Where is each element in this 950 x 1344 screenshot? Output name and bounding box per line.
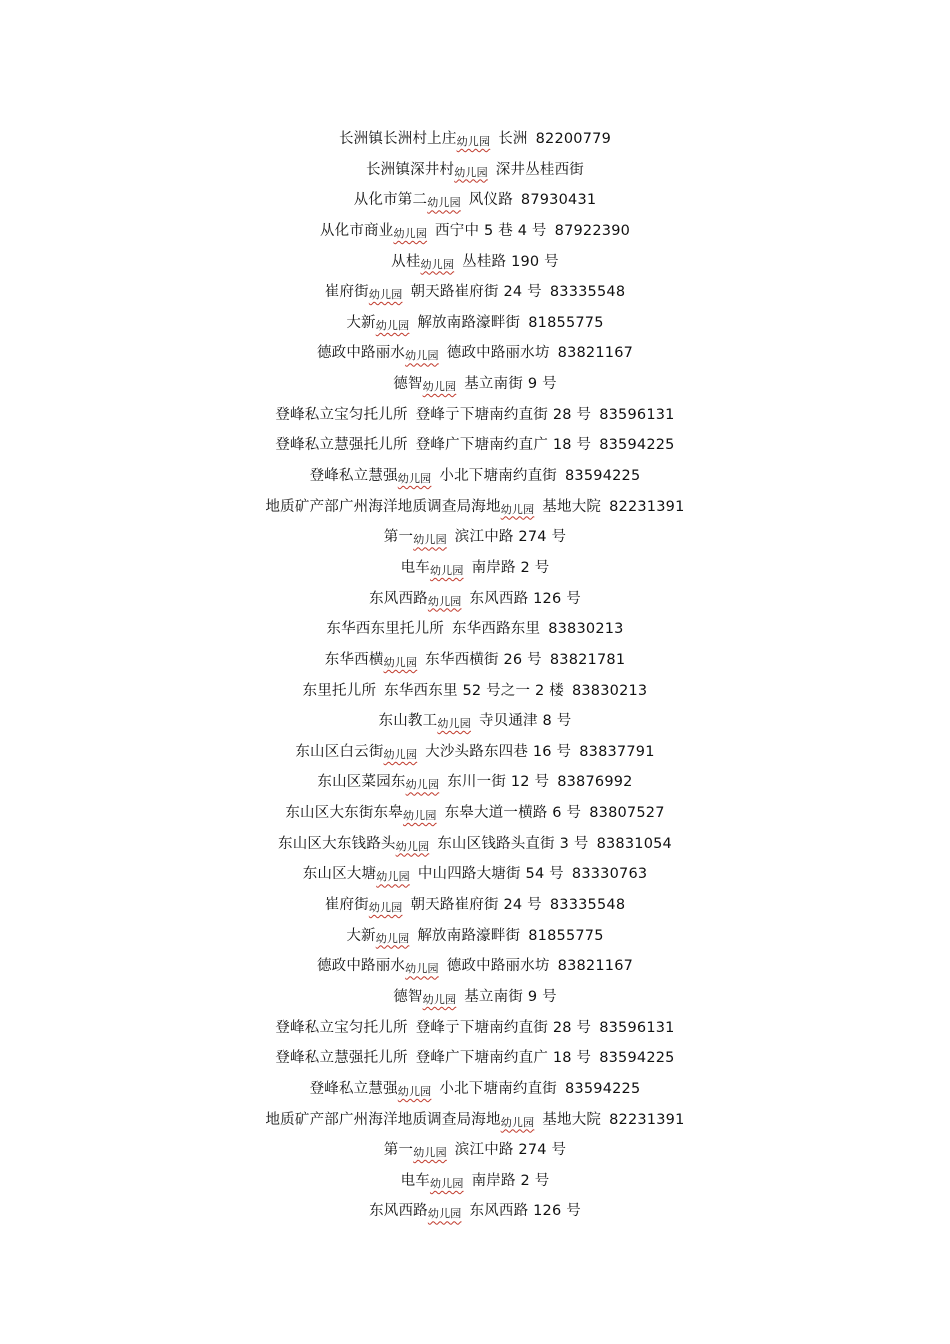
list-item: [0, 1013, 950, 1044]
list-item: [0, 400, 950, 431]
entry-name-spellcheck-word: 幼儿园: [422, 380, 457, 394]
entry-address: 小北下塘南约直街: [439, 1080, 557, 1097]
entry-name: 登峰私立慧强: [309, 1080, 398, 1097]
list-item: [0, 1105, 950, 1136]
entry-address: 朝天路崔府街 24 号: [410, 284, 542, 301]
list-item: [0, 1074, 950, 1105]
entry-name-spellcheck-word: 幼儿园: [368, 288, 403, 302]
entry-name: 德政中路丽水: [316, 958, 406, 975]
entry-address: 登峰亍下塘南约直街 28 号: [415, 406, 592, 423]
list-item: [0, 430, 950, 461]
entry-address: 东皋大道一横路 6 号: [444, 805, 582, 822]
entry-phone: 87922390: [554, 222, 631, 239]
entry-name-spellcheck-word: 幼儿园: [383, 655, 418, 669]
list-item: [0, 676, 950, 707]
entry-name: 东华西横: [324, 651, 384, 668]
list-item: [0, 859, 950, 890]
entry-address: 解放南路濠畔街: [417, 314, 521, 331]
entry-name-spellcheck-word: 幼儿园: [383, 747, 418, 761]
entry-address: 解放南路濠畔街: [417, 927, 521, 944]
list-item: [0, 1043, 950, 1074]
entry-address: 南岸路 2 号: [471, 559, 550, 576]
list-item: [0, 584, 950, 615]
entry-address: 东风西路 126 号: [469, 590, 581, 607]
entry-phone: 83335548: [549, 897, 626, 914]
entry-address: 寺贝通津 8 号: [478, 713, 572, 730]
entry-name-spellcheck-word: 幼儿园: [376, 870, 410, 884]
list-item: [0, 1135, 950, 1166]
entry-address: 长洲: [498, 131, 528, 147]
kindergarten-list: [0, 124, 950, 1227]
entry-address: 丛桂路 190 号: [462, 253, 559, 270]
entry-phone: 83335548: [549, 284, 626, 301]
list-item: [0, 247, 950, 278]
entry-phone: 81855775: [528, 314, 604, 331]
entry-name: 东风西路: [369, 590, 428, 607]
entry-name: 第一: [383, 1142, 414, 1159]
entry-name-spellcheck-word: 幼儿园: [397, 1084, 432, 1098]
list-item: [0, 553, 950, 584]
entry-phone: 83807527: [589, 805, 665, 822]
entry-phone: 83594225: [565, 1080, 641, 1097]
entry-name-spellcheck-word: 幼儿园: [405, 349, 439, 363]
entry-address: 小北下塘南约直街: [439, 468, 557, 485]
entry-phone: 83330763: [571, 866, 648, 883]
entry-name-spellcheck-word: 幼儿园: [429, 563, 464, 577]
list-item: [0, 185, 950, 216]
entry-name-spellcheck-word: 幼儿园: [393, 226, 428, 240]
list-item: [0, 614, 950, 645]
list-item: [0, 737, 950, 768]
list-item: [0, 369, 950, 400]
entry-name: 东里托儿所: [302, 682, 377, 699]
entry-address: 东华西东里 52 号之一 2 楼: [384, 682, 564, 699]
entry-address: 基地大院: [542, 1111, 602, 1128]
entry-address: 深井丛桂西街: [495, 161, 584, 178]
entry-name-spellcheck-word: 幼儿园: [429, 1176, 464, 1190]
entry-phone: 83830213: [548, 621, 624, 638]
entry-name-spellcheck-word: 幼儿园: [402, 809, 437, 823]
entry-address: 中山四路大塘街 54 号: [417, 866, 564, 883]
entry-address: 东风西路 126 号: [469, 1203, 581, 1220]
entry-address: 基立南街 9 号: [464, 988, 557, 1005]
list-item: [0, 921, 950, 952]
list-item: [0, 338, 950, 369]
entry-name: 长洲镇长洲村上庄: [338, 131, 457, 147]
entry-name: 德政中路丽水: [316, 345, 406, 362]
entry-phone: 82231391: [609, 1111, 685, 1128]
entry-phone: 83821167: [557, 345, 634, 362]
entry-phone: 83596131: [599, 1019, 675, 1036]
entry-name-spellcheck-word: 幼儿园: [413, 1146, 447, 1160]
entry-name-spellcheck-word: 幼儿园: [395, 839, 430, 853]
entry-address: 东华西横街 26 号: [425, 651, 542, 668]
entry-name: 登峰私立慧强托儿所: [275, 1050, 408, 1067]
entry-address: 滨江中路 274 号: [454, 1142, 567, 1159]
entry-phone: 83821167: [557, 958, 634, 975]
list-item: [0, 645, 950, 676]
list-item: [0, 982, 950, 1013]
entry-name: 东风西路: [369, 1203, 428, 1220]
entry-name: 东山区大塘: [302, 866, 377, 883]
entry-name: 电车: [400, 1172, 430, 1189]
list-item: [0, 829, 950, 860]
entry-name-spellcheck-word: 幼儿园: [427, 594, 462, 608]
entry-name: 崔府街: [324, 897, 369, 914]
entry-name-spellcheck-word: 幼儿园: [420, 257, 455, 271]
entry-phone: 83876992: [557, 774, 633, 791]
entry-name: 从桂: [391, 253, 421, 270]
entry-name-spellcheck-word: 幼儿园: [405, 962, 439, 976]
entry-address: 登峰亍下塘南约直街 28 号: [415, 1019, 592, 1036]
entry-name-spellcheck-word: 幼儿园: [375, 318, 410, 332]
entry-name: 电车: [400, 559, 430, 576]
entry-name: 从化市第二: [353, 192, 428, 209]
entry-phone: 83830213: [571, 682, 648, 699]
entry-name: 东山区菜园东: [317, 774, 406, 791]
entry-name: 登峰私立慧强: [309, 468, 398, 485]
list-item: [0, 277, 950, 308]
list-item: [0, 522, 950, 553]
entry-name-spellcheck-word: 幼儿园: [500, 1115, 535, 1129]
entry-phone: 83821781: [549, 651, 626, 668]
list-item: [0, 798, 950, 829]
list-item: [0, 124, 950, 155]
entry-name-spellcheck-word: 幼儿园: [422, 992, 457, 1006]
entry-name: 东山教工: [378, 713, 438, 730]
list-item: [0, 492, 950, 523]
entry-phone: 81855775: [528, 927, 604, 944]
list-item: [0, 216, 950, 247]
entry-name: 登峰私立宝匀托儿所: [275, 1019, 408, 1036]
entry-address: 德政中路丽水坊: [446, 958, 550, 975]
entry-name: 长洲镇深井村: [365, 161, 455, 178]
entry-address: 东华西路东里: [452, 621, 541, 638]
list-item: [0, 461, 950, 492]
entry-name: 德智: [393, 376, 423, 393]
entry-address: 朝天路崔府街 24 号: [410, 897, 542, 914]
entry-address: 大沙头路东四巷 16 号: [425, 743, 572, 760]
entry-name: 地质矿产部广州海洋地质调查局海地: [265, 498, 501, 515]
entry-phone: 83831054: [596, 835, 672, 852]
entry-name-spellcheck-word: 幼儿园: [437, 717, 471, 731]
entry-name-spellcheck-word: 幼儿园: [375, 931, 410, 945]
entry-name-spellcheck-word: 幼儿园: [427, 196, 461, 210]
entry-name: 大新: [346, 314, 376, 331]
list-item: [0, 155, 950, 186]
entry-name: 崔府街: [324, 284, 369, 301]
entry-name: 东华西东里托儿所: [326, 621, 444, 638]
entry-name: 东山区大东钱路头: [278, 835, 396, 852]
entry-name: 大新: [346, 927, 376, 944]
entry-address: 德政中路丽水坊: [446, 345, 550, 362]
entry-address: 东山区钱路头直街 3 号: [437, 835, 589, 852]
entry-name-spellcheck-word: 幼儿园: [454, 165, 488, 179]
entry-phone: 82231391: [609, 498, 685, 515]
entry-phone: 83596131: [599, 406, 675, 423]
entry-name-spellcheck-word: 幼儿园: [456, 135, 491, 148]
entry-phone: 83837791: [579, 743, 655, 760]
list-item: [0, 308, 950, 339]
entry-name: 东山区白云街: [295, 743, 384, 760]
entry-name-spellcheck-word: 幼儿园: [427, 1207, 462, 1221]
entry-name: 德智: [393, 988, 423, 1005]
entry-address: 基立南街 9 号: [464, 376, 557, 393]
entry-name-spellcheck-word: 幼儿园: [413, 533, 447, 547]
list-item: [0, 767, 950, 798]
entry-address: 西宁中 5 巷 4 号: [435, 222, 547, 239]
entry-name-spellcheck-word: 幼儿园: [500, 502, 535, 516]
entry-address: 滨江中路 274 号: [454, 529, 567, 546]
entry-address: 登峰广下塘南约直广 18 号: [415, 1050, 592, 1067]
entry-name: 东山区大东街东皋: [285, 805, 403, 822]
entry-phone: 83594225: [565, 468, 641, 485]
entry-phone: 87930431: [520, 192, 597, 209]
list-item: [0, 890, 950, 921]
entry-address: 风仪路: [468, 192, 513, 209]
entry-name: 从化市商业: [319, 222, 394, 239]
list-item: [0, 1196, 950, 1227]
entry-name: 登峰私立宝匀托儿所: [275, 406, 408, 423]
entry-name: 登峰私立慧强托儿所: [275, 437, 408, 454]
entry-address: 南岸路 2 号: [471, 1172, 550, 1189]
entry-address: 东川一街 12 号: [447, 774, 550, 791]
entry-name-spellcheck-word: 幼儿园: [405, 778, 440, 792]
entry-name-spellcheck-word: 幼儿园: [397, 472, 432, 486]
entry-name-spellcheck-word: 幼儿园: [368, 901, 403, 915]
entry-phone: 83594225: [599, 437, 675, 454]
entry-phone: 83594225: [599, 1050, 675, 1067]
list-item: [0, 951, 950, 982]
list-item: [0, 1166, 950, 1197]
entry-name: 地质矿产部广州海洋地质调查局海地: [265, 1111, 501, 1128]
entry-phone: 82200779: [535, 131, 612, 147]
entry-address: 基地大院: [542, 498, 602, 515]
entry-address: 登峰广下塘南约直广 18 号: [415, 437, 592, 454]
list-item: [0, 706, 950, 737]
entry-name: 第一: [383, 529, 414, 546]
